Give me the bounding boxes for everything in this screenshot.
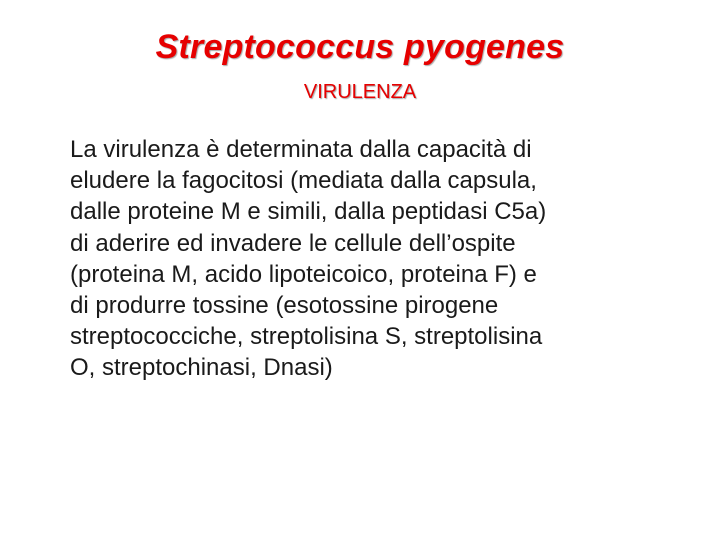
body-line: La virulenza è determinata dalla capacità di [70, 136, 532, 163]
body-line: di aderire ed invadere le cellule dell’ospite [70, 229, 516, 257]
body-line: di produrre tossine (esotossine pirogene [70, 292, 499, 320]
body-line: eludere la fagocitosi (mediata dalla capsula, [70, 167, 537, 195]
body-line: (proteina M, acido lipoteicoico, proteina F) e [70, 260, 537, 288]
body-line: streptococciche, streptolisina S, streptolisina [70, 323, 543, 351]
body-line: dalle proteine M e simili, dalla peptidasi C5a) [70, 198, 547, 226]
slide-subtitle: VIRULENZA [303, 81, 417, 103]
slide-body-text [70, 134, 670, 384]
slide-title: Streptococcus pyogenes [155, 28, 565, 66]
body-line: O, streptochinasi, Dnasi) [70, 354, 333, 382]
